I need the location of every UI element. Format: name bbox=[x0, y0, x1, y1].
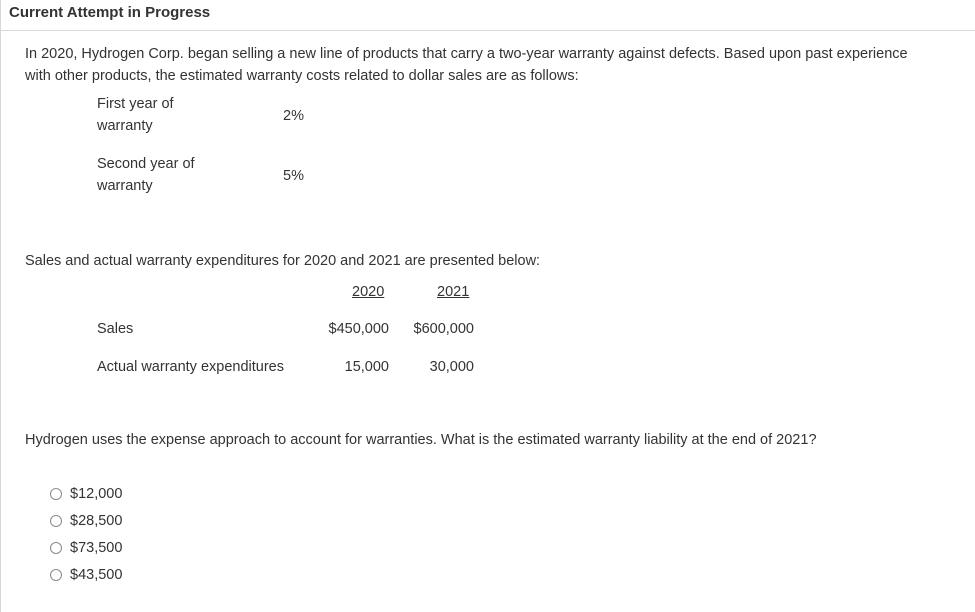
column-header-2021: 2021 bbox=[437, 284, 470, 300]
attempt-header bbox=[1, 0, 975, 31]
radio-button-icon[interactable] bbox=[50, 515, 62, 527]
radio-button-icon[interactable] bbox=[50, 542, 62, 554]
sales-2021-value: $600,000 bbox=[413, 321, 474, 337]
expenditures-2021-value: 30,000 bbox=[429, 359, 474, 375]
radio-button-icon[interactable] bbox=[50, 488, 62, 500]
answer-option-2[interactable] bbox=[50, 510, 122, 532]
answer-option-3[interactable] bbox=[50, 537, 122, 559]
answer-option-label: $43,500 bbox=[70, 567, 123, 583]
rate-value-first-year: 2% bbox=[283, 108, 304, 124]
question-intro: In 2020, Hydrogen Corp. began selling a new line of products that carry a two-year warranty against defects. Based upon past experience with other products, the estimated warranty costs related to dollar sales are as follows: bbox=[25, 46, 908, 84]
answer-option-1[interactable] bbox=[50, 483, 122, 505]
row-label-sales: Sales bbox=[97, 321, 134, 337]
answer-option-label: $73,500 bbox=[70, 540, 123, 556]
column-header-2020: 2020 bbox=[352, 284, 385, 300]
attempt-status-title: Current Attempt in Progress bbox=[9, 4, 211, 21]
expenditures-2020-value: 15,000 bbox=[344, 359, 389, 375]
rate-value-second-year: 5% bbox=[283, 168, 304, 184]
sales-2020-value: $450,000 bbox=[328, 321, 389, 337]
answer-option-label: $12,000 bbox=[70, 486, 123, 502]
rate-label-first-year: First year of warranty bbox=[97, 96, 174, 134]
answer-option-label: $28,500 bbox=[70, 513, 123, 529]
question-prompt: Hydrogen uses the expense approach to account for warranties. What is the estimated warranty liability at the end of 2021? bbox=[25, 432, 817, 448]
answer-option-4[interactable] bbox=[50, 564, 122, 586]
radio-button-icon[interactable] bbox=[50, 569, 62, 581]
row-label-actual-expenditures: Actual warranty expenditures bbox=[97, 359, 284, 375]
rate-label-second-year: Second year of warranty bbox=[97, 156, 195, 194]
sales-intro: Sales and actual warranty expenditures for 2020 and 2021 are presented below: bbox=[25, 253, 541, 269]
